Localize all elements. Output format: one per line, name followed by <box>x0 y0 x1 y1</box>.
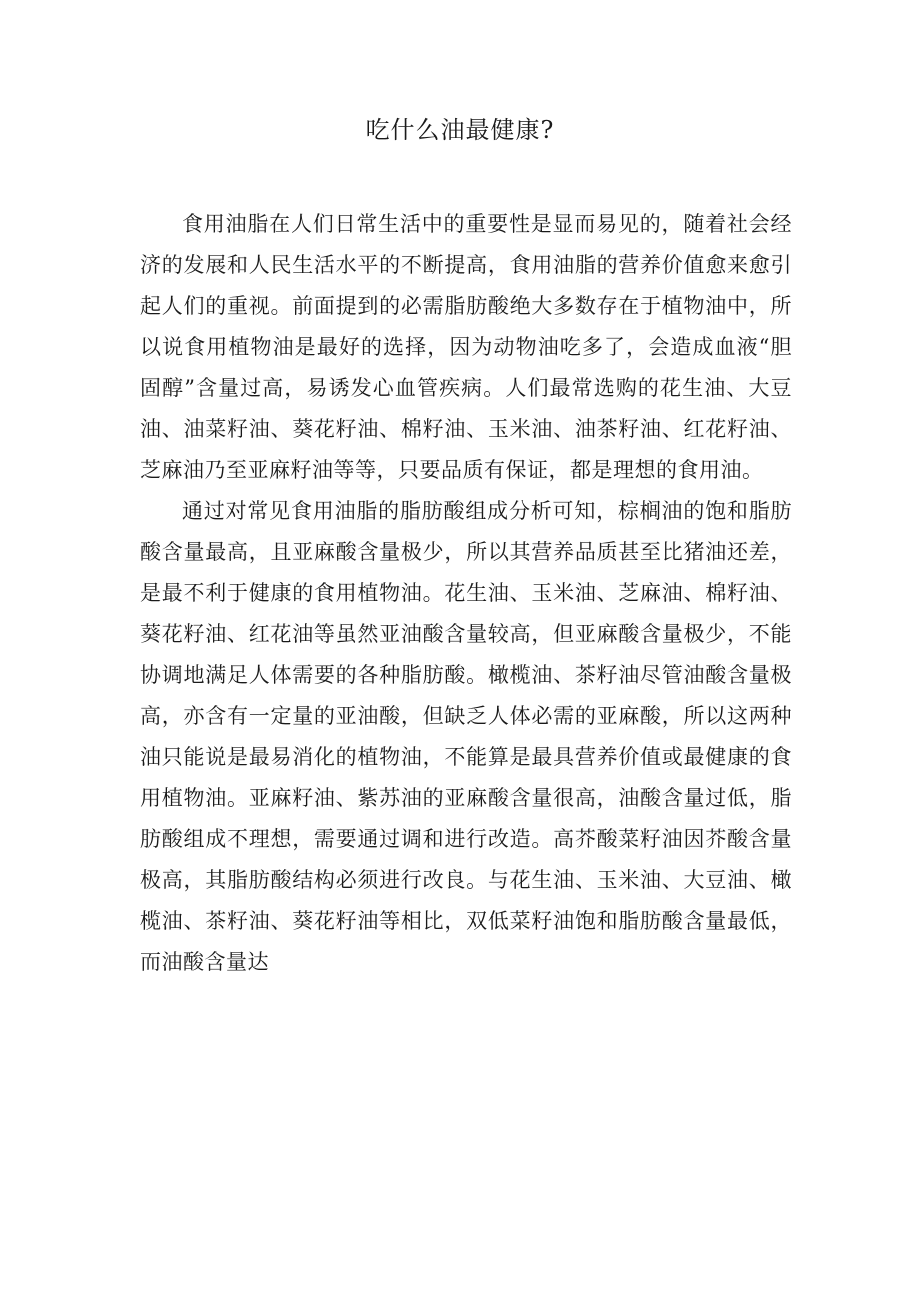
paragraph-1: 食用油脂在人们日常生活中的重要性是显而易见的，随着社会经济的发展和人民生活水平的不断提高，食用油脂的营养价值愈来愈引起人们的重视。前面提到的必需脂肪酸绝大多数存在于植物油中，所以说食用植物油是最好的选择，因为动物油吃多了，会造成血液“胆固醇”含量过高，易诱发心血管疾病。人们最常选购的花生油、大豆油、油菜籽油、葵花籽油、棉籽油、玉米油、油茶籽油、红花籽油、芝麻油乃至亚麻籽油等等，只要品质有保证，都是理想的食用油。 <box>140 212 792 482</box>
page-title: 吃什么油最健康? <box>365 116 555 144</box>
article-body <box>140 204 792 983</box>
paragraph-2: 通过对常见食用油脂的脂肪酸组成分析可知，棕榈油的饱和脂肪酸含量最高，且亚麻酸含量极少，所以其营养品质甚至比猪油还差，是最不利于健康的食用植物油。花生油、玉米油、芝麻油、棉籽油、葵花籽油、红花油等虽然亚油酸含量较高，但亚麻酸含量极少，不能协调地满足人体需要的各种脂肪酸。橄榄油、茶籽油尽管油酸含量极高，亦含有一定量的亚油酸，但缺乏人体必需的亚麻酸，所以这两种油只能说是最易消化的植物油，不能算是最具营养价值或最健康的食用植物油。亚麻籽油、紫苏油的亚麻酸含量很高，油酸含量过低，脂肪酸组成不理想，需要通过调和进行改造。高芥酸菜籽油因芥酸含量极高，其脂肪酸结构必须进行改良。与花生油、玉米油、大豆油、橄榄油、茶籽油、葵花籽油等相比，双低菜籽油饱和脂肪酸含量最低，而油酸含量达 <box>140 499 792 974</box>
